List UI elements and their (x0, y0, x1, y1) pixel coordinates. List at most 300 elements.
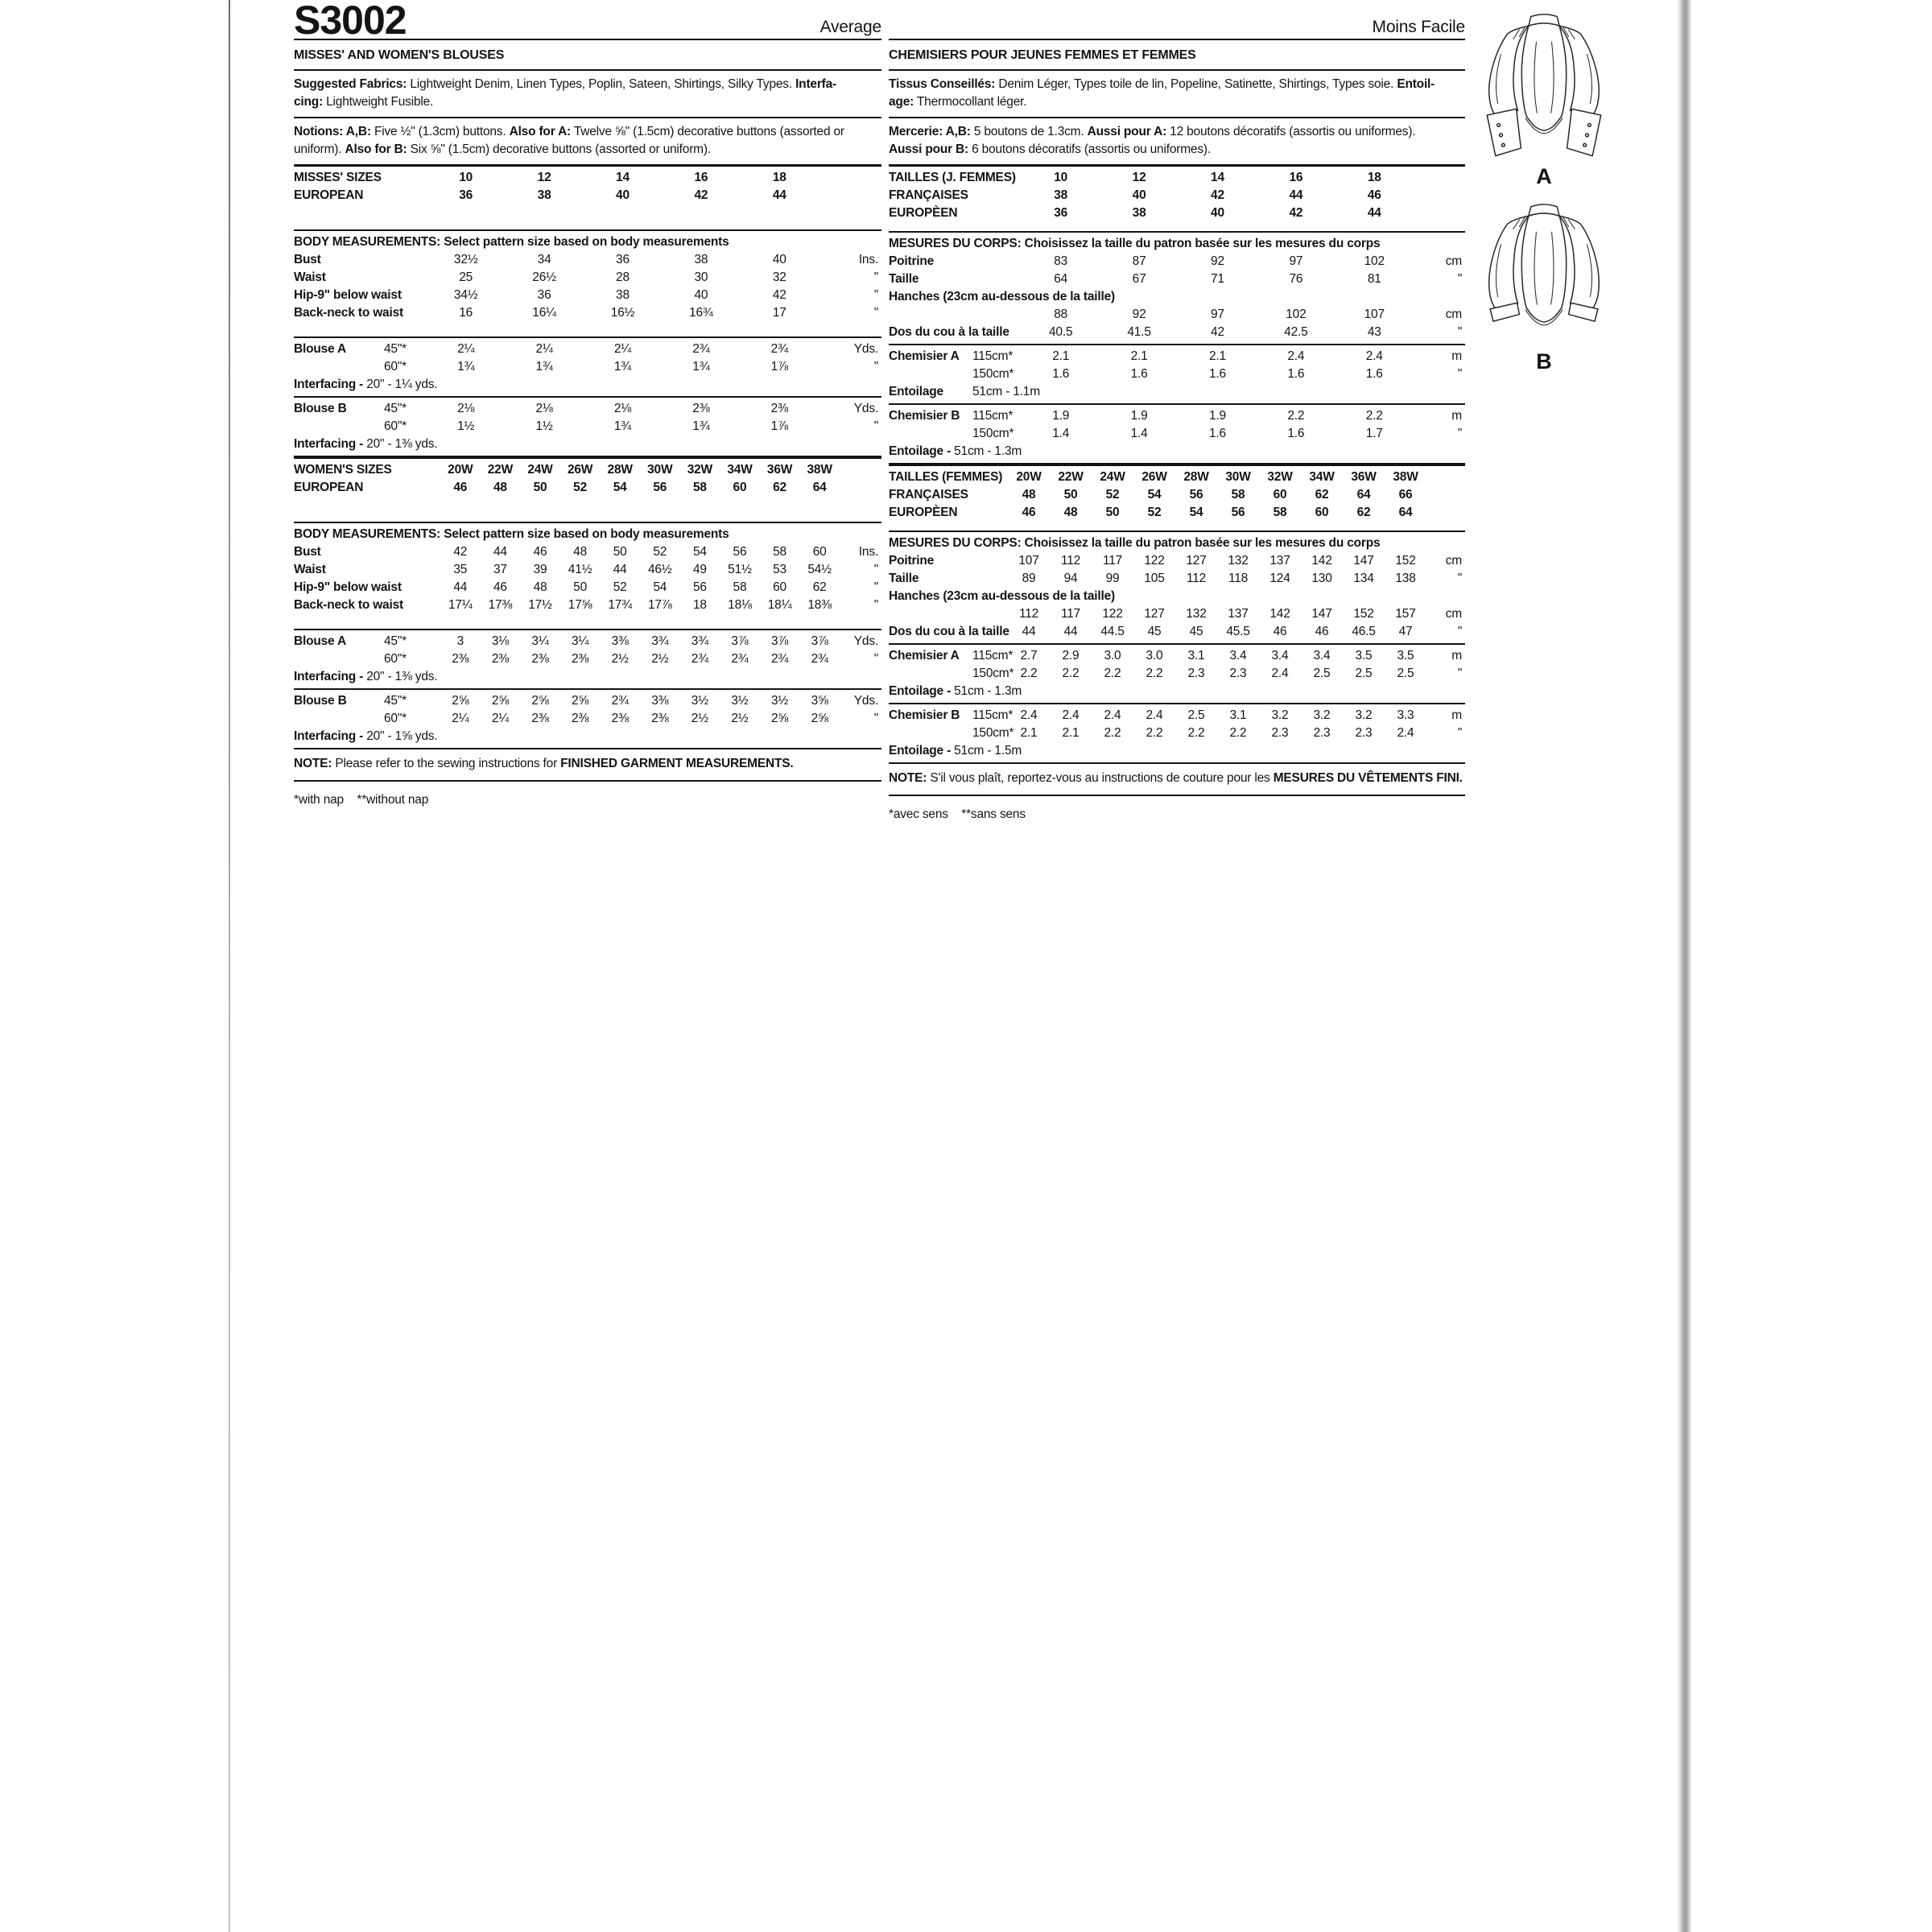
row-label: Blouse B (294, 402, 347, 415)
table-cell: 62 (812, 580, 827, 594)
table-row (294, 187, 881, 204)
table-cell: 32W (1267, 470, 1293, 484)
text-segment: Suggested Fabrics: (294, 77, 407, 91)
table-cell: 58 (1273, 506, 1287, 519)
row-label: Chemisier B (889, 409, 960, 423)
table-cell: 43 (1367, 325, 1381, 339)
table-cell: 36 (1054, 206, 1068, 220)
table-cell: 26½ (532, 270, 556, 284)
table-cell: 60 (1273, 488, 1287, 502)
section-header: BODY MEASUREMENTS: Select pattern size based on body measurements (294, 527, 729, 541)
text-segment: Thermocollant léger. (914, 95, 1027, 109)
table-cell: 32½ (453, 253, 478, 266)
table-row (294, 341, 881, 358)
width-label: 45"* (384, 634, 407, 648)
row-label: Poitrine (889, 554, 935, 568)
table-cell: 38 (537, 188, 551, 202)
view-b-label: B (1536, 349, 1552, 374)
row-values (1008, 623, 1426, 641)
table-cell: 127 (1186, 554, 1207, 568)
body-measurements-womens-fr (889, 532, 1465, 645)
table-cell: 42 (453, 545, 468, 559)
hanches-label-row (889, 588, 1465, 605)
table-cell: 54 (1147, 488, 1162, 502)
table-cell: 3⅛ (491, 634, 509, 648)
table-cell: 40 (1211, 206, 1224, 220)
table-cell: 2¾ (811, 652, 828, 666)
table-cell: 3.4 (1271, 649, 1289, 663)
table-cell: 2¼ (491, 712, 509, 725)
table-cell: 2.4 (1365, 349, 1383, 363)
row-label: TAILLES (FEMMES) (889, 470, 1003, 484)
table-row (889, 647, 1465, 665)
table-cell: 30W (1225, 470, 1251, 484)
text-segment: 6 boutons décoratifs (assortis ou uniformes). (968, 142, 1211, 156)
row-values (1008, 647, 1426, 665)
column-french (889, 0, 1465, 824)
table-row (294, 479, 881, 497)
table-cell: 2.2 (1187, 726, 1205, 740)
table-cell: 54½ (807, 563, 832, 576)
row-values (1008, 665, 1426, 683)
table-cell: 1.6 (1130, 367, 1148, 381)
table-row (294, 597, 881, 614)
fabrics-section-en (294, 71, 881, 118)
table-cell: 56 (1189, 488, 1203, 502)
text-segment: age: (889, 95, 914, 109)
column-english (294, 0, 881, 809)
row-label: TAILLES (J. FEMMES) (889, 171, 1016, 184)
table-cell: 105 (1144, 572, 1165, 585)
table-cell: 2⅛ (613, 402, 632, 415)
table-cell: 16¾ (689, 306, 713, 320)
table-cell: 41½ (568, 563, 592, 576)
row-label: Chemisier A (889, 349, 960, 363)
table-cell: 36W (766, 463, 793, 477)
section-header: MESURES DU CORPS: Choisissez la taille du patron basée sur les mesures du corps (889, 536, 1381, 550)
table-cell: 2½ (691, 712, 708, 725)
table-cell: 107 (1364, 308, 1385, 321)
table-cell: 25 (459, 270, 473, 284)
text-segment: Interfacing - (294, 437, 364, 451)
row-values (1008, 504, 1426, 522)
text-segment: Entoil- (1397, 77, 1435, 91)
row-label: Poitrine (889, 254, 935, 268)
table-cell: 2.2 (1104, 726, 1121, 740)
table-cell: 2⅜ (651, 712, 669, 725)
table-cell: 48 (1022, 488, 1036, 502)
table-cell: 17⅜ (488, 598, 513, 612)
table-cell: 58 (773, 545, 786, 559)
row-values (440, 561, 840, 579)
table-cell: 122 (1102, 607, 1123, 621)
table-cell: 41.5 (1127, 325, 1151, 339)
unit-label: m (1451, 349, 1462, 363)
table-cell: 58 (692, 481, 707, 494)
row-label: EUROPEAN (294, 481, 364, 494)
table-row (889, 623, 1465, 641)
width-label: 45"* (384, 402, 407, 415)
table-cell: 2⅛ (457, 402, 475, 415)
table-cell: 152 (1353, 607, 1374, 621)
table-cell: 53 (773, 563, 786, 576)
table-cell: 1⅞ (770, 360, 788, 374)
row-values (427, 400, 819, 418)
table-row (889, 724, 1465, 742)
table-cell: 2.1 (1062, 726, 1080, 740)
row-label: Taille (889, 272, 919, 286)
table-cell: 40 (694, 288, 708, 302)
row-label: Dos du cou à la taille (889, 325, 1009, 339)
row-label: Waist (294, 270, 326, 284)
table-cell: 22W (487, 463, 514, 477)
table-cell: 62 (1315, 488, 1329, 502)
table-cell: 107 (1018, 554, 1039, 568)
table-cell: 64 (1054, 272, 1068, 286)
table-cell: 18⅜ (807, 598, 832, 612)
table-cell: 2⅜ (770, 402, 788, 415)
table-cell: 28W (1183, 470, 1209, 484)
width-label: 60"* (384, 360, 407, 374)
section-header: BODY MEASUREMENTS: Select pattern size based on body measurements (294, 235, 729, 249)
row-values (1022, 324, 1414, 341)
table-cell: 112 (1018, 607, 1039, 621)
table-cell: 3½ (770, 694, 789, 708)
table-cell: 3⅞ (731, 634, 749, 648)
unit-label: " (873, 419, 878, 433)
text-segment: Notions: A,B: (294, 125, 371, 138)
table-cell: 1.7 (1365, 427, 1383, 440)
table-cell: 38W (1393, 470, 1418, 484)
unit-label: Ins. (858, 253, 878, 266)
table-cell: 48 (1063, 506, 1078, 519)
row-values (440, 597, 840, 614)
table-cell: 92 (1211, 254, 1224, 268)
row-values (440, 710, 840, 728)
table-cell: 50 (533, 481, 547, 494)
unit-label: " (873, 580, 878, 594)
row-values (1022, 253, 1414, 270)
table-cell: 89 (1022, 572, 1036, 585)
table-cell: 1.9 (1052, 409, 1070, 423)
table-cell: 60 (1315, 506, 1329, 519)
table-cell: 2¾ (770, 652, 789, 666)
row-label: FRANÇAISES (889, 188, 968, 202)
table-row (294, 561, 881, 579)
table-cell: 2.4 (1104, 708, 1121, 722)
row-label: Bust (294, 253, 321, 266)
text-segment: FINISHED GARMENT MEASUREMENTS. (560, 757, 794, 770)
table-cell: 1¾ (535, 360, 553, 374)
width-label: 115cm* (972, 649, 1013, 663)
table-cell: 2⅝ (491, 694, 509, 708)
row-values (440, 579, 840, 597)
table-cell: 64 (812, 481, 827, 494)
text-segment: Denim Léger, Types toile de lin, Popeline, Satinette, Shirtings, Types soie. (995, 77, 1397, 91)
fabrics-section-fr (889, 71, 1465, 118)
table-cell: 112 (1060, 554, 1081, 568)
table-cell: 12 (1132, 171, 1146, 184)
page-title-fr: CHEMISIERS POUR JEUNES FEMMES ET FEMMES (889, 48, 1196, 62)
table-row (294, 710, 881, 728)
row-values (1022, 365, 1414, 383)
table-cell: 2.7 (1020, 649, 1038, 663)
table-cell: 16 (459, 306, 473, 320)
table-cell: 83 (1054, 254, 1068, 268)
row-label: MISSES' SIZES (294, 171, 382, 184)
table-cell: 138 (1395, 572, 1416, 585)
table-row (889, 486, 1465, 504)
table-cell: 50 (1063, 488, 1078, 502)
table-row (889, 504, 1465, 522)
entoilage-line (889, 443, 1465, 460)
table-cell: 2.5 (1313, 667, 1331, 680)
table-row (294, 692, 881, 710)
table-cell: 1¾ (457, 360, 475, 374)
table-cell: 2½ (731, 712, 749, 725)
table-cell: 60 (733, 481, 747, 494)
scan-edge-line (229, 0, 230, 1932)
table-cell: 2½ (651, 652, 669, 666)
text-segment: Tissus Conseillés: (889, 77, 996, 91)
blouse-a-drawing (1475, 10, 1613, 167)
interfacing-line (294, 668, 881, 686)
table-cell: 16 (694, 171, 708, 184)
table-cell: 45.5 (1226, 625, 1250, 638)
row-values (1008, 552, 1426, 570)
table-cell: 48 (533, 580, 547, 594)
spacer (294, 322, 881, 334)
table-cell: 1.9 (1209, 409, 1226, 423)
table-cell: 2.2 (1104, 667, 1121, 680)
row-values (1008, 605, 1426, 623)
table-cell: 58 (733, 580, 747, 594)
page-title-en: MISSES' AND WOMEN'S BLOUSES (294, 48, 505, 62)
table-cell: 142 (1269, 607, 1290, 621)
table-cell: 44 (772, 188, 786, 202)
table-cell: 2¾ (770, 342, 788, 356)
interfacing-line (294, 728, 881, 745)
table-cell: 14 (1211, 171, 1224, 184)
table-cell: 46½ (647, 563, 672, 576)
table-cell: 117 (1060, 607, 1081, 621)
table-cell: 2.1 (1052, 349, 1070, 363)
table-cell: 3.3 (1397, 708, 1414, 722)
row-values (1008, 724, 1426, 742)
table-cell: 3.5 (1355, 649, 1373, 663)
text-segment: S'il vous plaît, reportez-vous au instructions de couture pour les (927, 771, 1274, 785)
text-segment: Lightweight Denim, Linen Types, Poplin, Sateen, Shirtings, Silky Types. (407, 77, 796, 91)
unit-label: " (1457, 325, 1462, 339)
unit-label: Ins. (858, 545, 878, 559)
table-cell: 92 (1132, 308, 1146, 321)
table-cell: 12 (537, 171, 551, 184)
row-label: Hip-9" below waist (294, 288, 402, 302)
row-label: Chemisier B (889, 708, 960, 722)
table-cell: 64 (1356, 488, 1371, 502)
table-cell: 46 (533, 545, 547, 559)
table-cell: 94 (1063, 572, 1078, 585)
unit-label: cm (1445, 607, 1462, 621)
table-cell: 2⅜ (572, 712, 589, 725)
text-segment: NOTE: (294, 757, 332, 770)
misses-sizes-table-fr (889, 167, 1465, 233)
table-cell: 3½ (691, 694, 708, 708)
width-label: 150cm* (972, 427, 1014, 440)
table-cell: 2⅜ (531, 712, 549, 725)
row-label: Blouse A (294, 342, 347, 356)
misses-sizes-table-en (294, 167, 881, 231)
table-cell: 44 (1022, 625, 1036, 638)
table-cell: 34 (537, 253, 551, 266)
chemisier-a-womens-yardage (889, 645, 1465, 704)
table-cell: 36 (537, 288, 551, 302)
table-cell: 44 (1063, 625, 1078, 638)
table-row (294, 650, 881, 668)
table-cell: 2.2 (1146, 726, 1163, 740)
table-cell: 2.1 (1130, 349, 1148, 363)
table-cell: 44.5 (1100, 625, 1125, 638)
text-segment: Six ⅝" (1.5cm) decorative buttons (assorted or uniform). (407, 142, 711, 156)
row-label: Hanches (23cm au-dessous de la taille) (889, 589, 1115, 603)
table-cell: 34W (1309, 470, 1335, 484)
table-cell: 2.4 (1397, 726, 1414, 740)
blouse-b-misses-yardage (294, 398, 881, 459)
table-cell: 3.2 (1355, 708, 1373, 722)
table-cell: 1.4 (1130, 427, 1148, 440)
table-cell: 81 (1367, 272, 1381, 286)
row-values (427, 251, 819, 269)
title-section-en (294, 40, 881, 71)
table-cell: 46 (1022, 506, 1036, 519)
row-values (440, 633, 840, 650)
table-cell: 42 (694, 188, 708, 202)
row-label: Back-neck to waist (294, 306, 403, 320)
table-row (889, 324, 1465, 341)
table-cell: 17⅝ (568, 598, 592, 612)
table-cell: 44 (1289, 188, 1303, 202)
table-cell: 28W (607, 463, 633, 477)
table-cell: 50 (573, 580, 587, 594)
table-cell: 16¼ (532, 306, 556, 320)
table-cell: 54 (692, 545, 707, 559)
text-segment: Mercerie: A,B: (889, 125, 971, 138)
table-cell: 2¾ (731, 652, 749, 666)
table-cell: 60 (812, 545, 827, 559)
text-segment: Interfacing - (294, 670, 364, 683)
table-row (889, 169, 1465, 187)
table-cell: 38 (1054, 188, 1068, 202)
nap-footnote-fr: *avec sens **sans sens (889, 807, 1026, 821)
table-cell: 10 (459, 171, 473, 184)
row-values (1008, 486, 1426, 504)
table-cell: 26W (1141, 470, 1167, 484)
table-cell: 56 (653, 481, 667, 494)
table-cell: 34W (727, 463, 753, 477)
notions-section-fr (889, 118, 1465, 167)
row-values (440, 650, 840, 668)
table-cell: 1.6 (1365, 367, 1383, 381)
table-cell: 2⅝ (531, 694, 549, 708)
spacer (294, 614, 881, 626)
hanches-label-row (889, 288, 1465, 306)
table-row (294, 169, 881, 187)
table-cell: 16 (1289, 171, 1303, 184)
table-cell: 49 (692, 563, 707, 576)
table-cell: 22W (1058, 470, 1084, 484)
unit-label: m (1451, 649, 1462, 663)
notions-paragraph-en (294, 121, 881, 162)
fabrics-paragraph-fr (889, 73, 1465, 114)
table-cell: 137 (1228, 607, 1249, 621)
row-values (1008, 570, 1426, 588)
width-label: 60"* (384, 652, 407, 666)
table-cell: 45 (1147, 625, 1162, 638)
row-values (427, 287, 819, 304)
row-values (427, 269, 819, 287)
row-values (1022, 306, 1414, 324)
view-a-label: A (1536, 164, 1552, 188)
table-cell: 112 (1186, 572, 1207, 585)
table-cell: 2.2 (1229, 726, 1247, 740)
table-row (294, 304, 881, 322)
text-segment: Aussi pour B: (889, 142, 969, 156)
table-cell: 137 (1269, 554, 1290, 568)
text-segment: Lightweight Fusible. (323, 95, 434, 109)
table-cell: 99 (1105, 572, 1120, 585)
text-segment: cing: (294, 95, 324, 109)
table-cell: 1⅞ (770, 419, 788, 433)
table-cell: 64 (1398, 506, 1413, 519)
table-cell: 1.4 (1052, 427, 1070, 440)
unit-label: " (1457, 272, 1462, 286)
row-values (1008, 469, 1426, 486)
table-cell: 147 (1353, 554, 1374, 568)
table-cell: 42 (772, 288, 786, 302)
text-segment: NOTE: (889, 771, 927, 785)
row-values (427, 304, 819, 322)
text-segment: Aussi pour A: (1087, 125, 1167, 138)
text-segment: Also for A: (509, 125, 572, 138)
table-cell: 52 (573, 481, 587, 494)
table-cell: 62 (773, 481, 786, 494)
table-row (294, 579, 881, 597)
table-row (889, 270, 1465, 288)
entoilage-line (889, 742, 1465, 760)
table-cell: 24W (527, 463, 553, 477)
table-cell: 54 (1189, 506, 1203, 519)
row-values (440, 692, 840, 710)
unit-label: " (873, 306, 878, 320)
table-cell: 2.5 (1397, 667, 1414, 680)
table-cell: 3¾ (691, 634, 708, 648)
english-header (294, 0, 881, 43)
table-cell: 62 (1356, 506, 1371, 519)
table-cell: 1¾ (613, 419, 632, 433)
table-cell: 1½ (535, 419, 553, 433)
table-cell: 3.2 (1313, 708, 1331, 722)
unit-label: " (1457, 667, 1462, 680)
table-cell: 2⅝ (770, 712, 789, 725)
text-segment: Please refer to the sewing instructions for (332, 757, 561, 770)
table-cell: 2.1 (1020, 726, 1038, 740)
width-label: 115cm* (972, 409, 1013, 423)
unit-label: " (873, 598, 878, 612)
table-cell: 17¾ (608, 598, 632, 612)
row-label: EUROPÈEN (889, 206, 958, 220)
table-row (294, 358, 881, 376)
row-label: Hip-9" below waist (294, 580, 402, 594)
